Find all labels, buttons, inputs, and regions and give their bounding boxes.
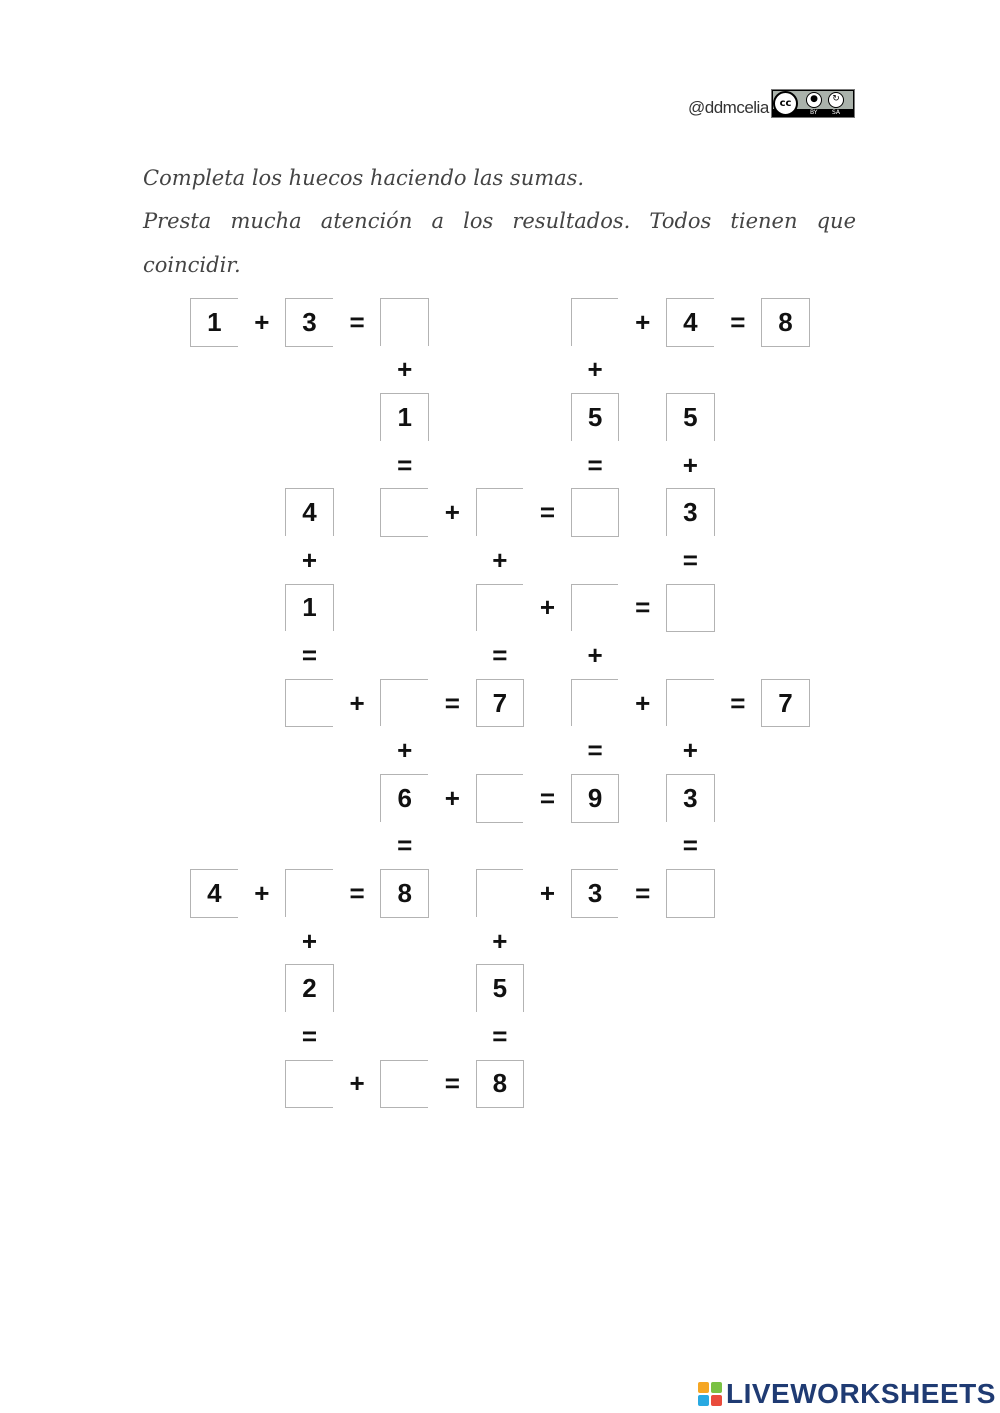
given-number: 8 xyxy=(476,1060,525,1109)
answer-box[interactable] xyxy=(476,869,525,918)
given-number: 8 xyxy=(761,298,810,347)
plus-sign: + xyxy=(428,488,477,537)
given-number: 2 xyxy=(285,964,334,1013)
given-number: 3 xyxy=(666,488,715,537)
answer-box[interactable] xyxy=(476,584,525,633)
equals-sign: = xyxy=(428,679,477,728)
equals-sign: = xyxy=(285,1012,334,1061)
given-number: 7 xyxy=(761,679,810,728)
given-number: 3 xyxy=(666,774,715,823)
equals-sign: = xyxy=(523,774,572,823)
answer-box[interactable] xyxy=(285,1060,334,1109)
equals-sign: = xyxy=(285,631,334,680)
plus-sign: + xyxy=(666,441,715,490)
equals-sign: = xyxy=(523,488,572,537)
cc-logo-icon: cc xyxy=(773,91,798,116)
plus-sign: + xyxy=(333,679,382,728)
equals-sign: = xyxy=(380,441,429,490)
equals-sign: = xyxy=(618,584,667,633)
plus-sign: + xyxy=(238,869,287,918)
given-number: 9 xyxy=(571,774,620,823)
plus-sign: + xyxy=(428,774,477,823)
plus-sign: + xyxy=(333,1060,382,1109)
plus-sign: + xyxy=(523,584,572,633)
given-number: 7 xyxy=(476,679,525,728)
answer-box[interactable] xyxy=(666,869,715,918)
equals-sign: = xyxy=(476,631,525,680)
answer-box[interactable] xyxy=(571,584,620,633)
given-number: 6 xyxy=(380,774,429,823)
plus-sign: + xyxy=(380,726,429,775)
by-person-icon: ● xyxy=(806,92,822,108)
plus-sign: + xyxy=(380,346,429,395)
answer-box[interactable] xyxy=(571,679,620,728)
answer-box[interactable] xyxy=(666,584,715,633)
equals-sign: = xyxy=(380,822,429,871)
answer-box[interactable] xyxy=(666,679,715,728)
instruction-line-2: Presta mucha atención a los resultados. Todos tienen que xyxy=(143,209,856,233)
plus-sign: + xyxy=(476,917,525,966)
plus-sign: + xyxy=(571,346,620,395)
plus-sign: + xyxy=(476,536,525,585)
equals-sign: = xyxy=(618,869,667,918)
equals-sign: = xyxy=(571,441,620,490)
instruction-line-3: coincidir. xyxy=(143,253,241,277)
plus-sign: + xyxy=(666,726,715,775)
answer-box[interactable] xyxy=(380,679,429,728)
given-number: 3 xyxy=(285,298,334,347)
equals-sign: = xyxy=(333,869,382,918)
author-handle: @ddmcelia xyxy=(688,98,769,117)
given-number: 1 xyxy=(285,584,334,633)
answer-box[interactable] xyxy=(476,488,525,537)
answer-box[interactable] xyxy=(380,1060,429,1109)
answer-box[interactable] xyxy=(571,488,620,537)
answer-box[interactable] xyxy=(380,488,429,537)
answer-box[interactable] xyxy=(476,774,525,823)
given-number: 5 xyxy=(666,393,715,442)
sa-share-icon: ↻ xyxy=(828,92,844,108)
given-number: 4 xyxy=(190,869,239,918)
answer-box[interactable] xyxy=(571,298,620,347)
equals-sign: = xyxy=(714,298,763,347)
answer-box[interactable] xyxy=(285,869,334,918)
plus-sign: + xyxy=(571,631,620,680)
equals-sign: = xyxy=(428,1060,477,1109)
given-number: 1 xyxy=(380,393,429,442)
plus-sign: + xyxy=(238,298,287,347)
equals-sign: = xyxy=(714,679,763,728)
plus-sign: + xyxy=(285,536,334,585)
answer-box[interactable] xyxy=(380,298,429,347)
given-number: 5 xyxy=(476,964,525,1013)
equals-sign: = xyxy=(571,726,620,775)
sa-label: SA xyxy=(832,109,841,116)
equals-sign: = xyxy=(666,822,715,871)
equals-sign: = xyxy=(476,1012,525,1061)
liveworksheets-logo-icon xyxy=(698,1382,722,1406)
equals-sign: = xyxy=(666,536,715,585)
given-number: 4 xyxy=(285,488,334,537)
instruction-line-1: Completa los huecos haciendo las sumas. xyxy=(143,166,585,190)
given-number: 3 xyxy=(571,869,620,918)
given-number: 8 xyxy=(380,869,429,918)
given-number: 4 xyxy=(666,298,715,347)
answer-box[interactable] xyxy=(285,679,334,728)
plus-sign: + xyxy=(618,298,667,347)
given-number: 5 xyxy=(571,393,620,442)
plus-sign: + xyxy=(523,869,572,918)
liveworksheets-wordmark: LIVEWORKSHEETS xyxy=(726,1378,996,1409)
by-label: BY xyxy=(810,109,818,116)
equals-sign: = xyxy=(333,298,382,347)
plus-sign: + xyxy=(285,917,334,966)
plus-sign: + xyxy=(618,679,667,728)
liveworksheets-brand xyxy=(698,1376,996,1412)
given-number: 1 xyxy=(190,298,239,347)
